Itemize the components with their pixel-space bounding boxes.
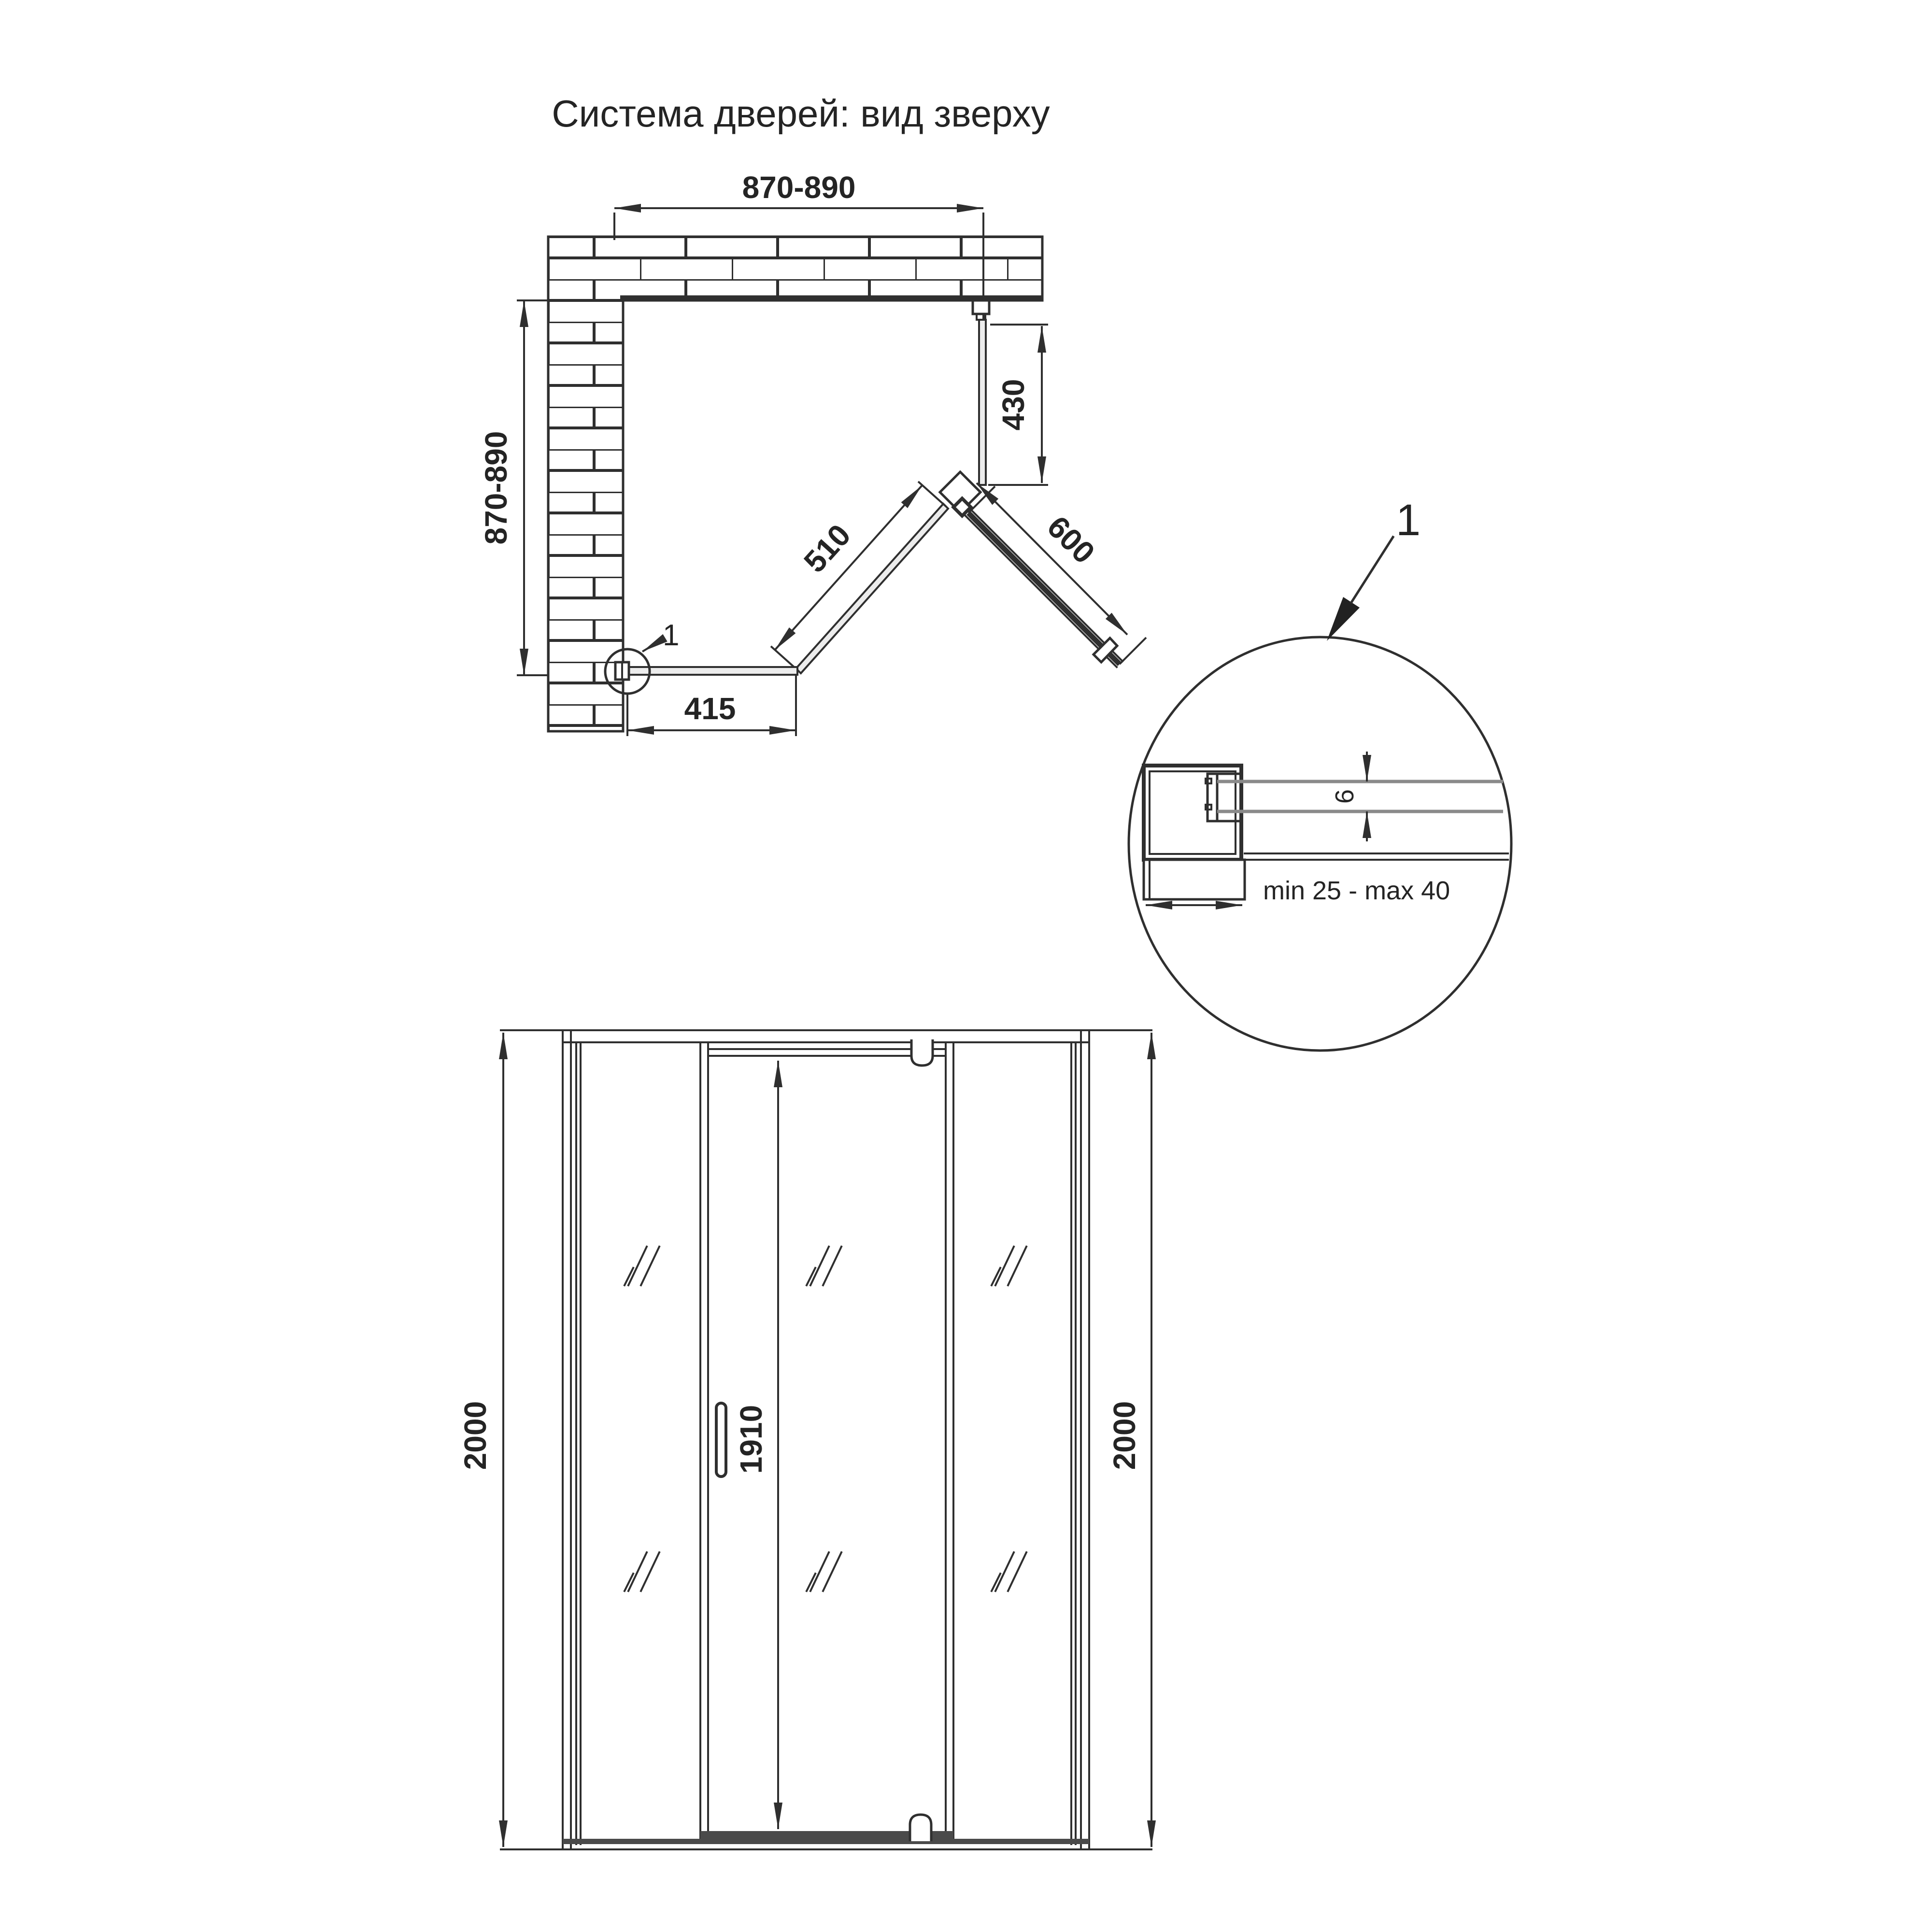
dim-label-height-right: 2000	[1107, 1401, 1142, 1470]
dim-label-glass-thickness: 6	[1330, 789, 1359, 804]
wall-profile-left	[563, 1030, 581, 1849]
leader-arrowhead	[1327, 597, 1360, 641]
dim-label-front-panel: 415	[684, 691, 736, 726]
dim-left-depth	[479, 300, 548, 675]
dim-label-profile-range: min 25 - max 40	[1263, 876, 1450, 905]
wall-profile-right	[1071, 1030, 1089, 1849]
door-stile-right	[946, 1042, 953, 1839]
dim-label-height-left: 2000	[458, 1401, 493, 1470]
top-roller	[911, 1039, 933, 1065]
detail-view	[1129, 496, 1511, 1051]
bottom-rail	[563, 1839, 1089, 1844]
wall-block	[1144, 860, 1245, 899]
door-handle	[716, 1403, 726, 1477]
diagonal-panel-glass	[796, 504, 948, 673]
dim-height-left	[458, 1033, 503, 1847]
dim-label-door-glass-height: 1910	[734, 1405, 768, 1474]
wall-bracket	[973, 300, 989, 314]
glass-hatches	[625, 1247, 1026, 1591]
front-panel-glass	[620, 667, 797, 675]
detail-bubble	[1129, 637, 1511, 1051]
dim-side-panel	[988, 325, 1048, 485]
side-panel-glass	[979, 320, 986, 485]
dim-label-top-width: 870-890	[742, 170, 856, 205]
plan-view	[479, 170, 1146, 736]
dim-label-diagonal-panel: 510	[797, 517, 858, 580]
dim-door-glass-height	[734, 1061, 778, 1829]
dim-label-left-depth: 870-890	[479, 431, 513, 545]
dim-label-door-width: 600	[1040, 509, 1102, 570]
front-view	[458, 1030, 1151, 1849]
bottom-roller	[910, 1815, 931, 1841]
door-stile-left	[700, 1042, 708, 1839]
dim-door-width	[968, 483, 1146, 664]
glass-section	[1217, 781, 1508, 860]
dim-front-panel	[627, 676, 796, 736]
dim-diagonal-panel	[771, 482, 946, 671]
dim-label-side-panel: 430	[996, 379, 1031, 431]
page-title: Система дверей: вид зверху	[552, 92, 1050, 135]
detail-callout-label: 1	[663, 619, 680, 652]
front-panel	[605, 619, 797, 694]
dim-height-right	[1107, 1033, 1151, 1847]
dim-glass-thickness	[1330, 752, 1367, 841]
side-panel	[973, 300, 989, 485]
detail-callout-big-label: 1	[1396, 496, 1421, 545]
